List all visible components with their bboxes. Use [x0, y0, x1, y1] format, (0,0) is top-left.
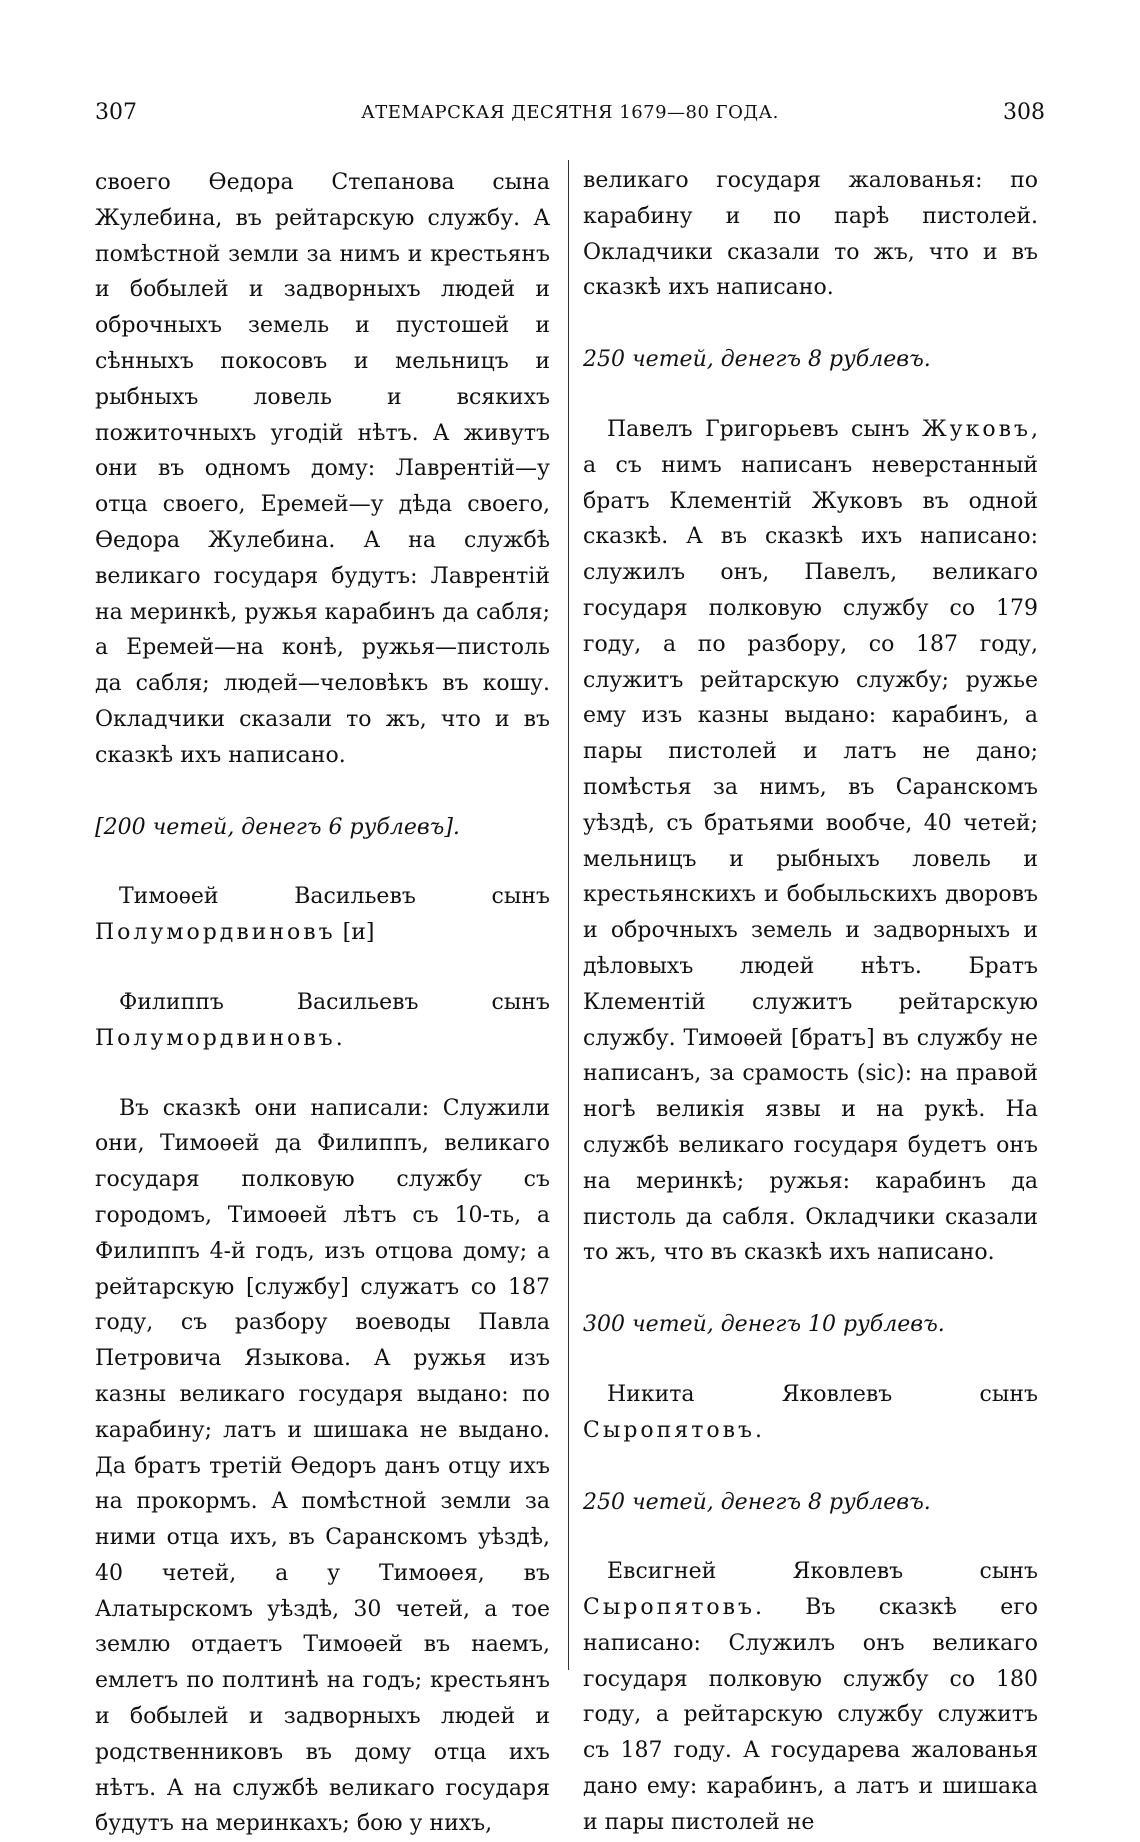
- right-column: [583, 163, 1038, 1841]
- name-text: Филиппъ Васильевъ сынъ: [119, 989, 550, 1015]
- surname: Сыропятовъ: [583, 1417, 756, 1443]
- allotment-heading: [200 четей, денегъ 6 рублевъ].: [95, 814, 460, 840]
- left-column: [95, 165, 550, 1842]
- person-name-entry: [583, 1377, 1038, 1449]
- allotment-heading: 300 четей, денегъ 10 рублевъ.: [583, 1312, 945, 1338]
- person-name-entry: [95, 985, 550, 1057]
- paragraph-text: , а съ нимъ написанъ неверстанный братъ Клементій Жуковъ въ одной сказкѣ. А въ сказкѣ ихъ написано: служилъ онъ, Павелъ, великаго государя полковую службу со 179 году, а по разбору, со 187 году, служитъ рейтарскую службу; ружье ему изъ казны выдано: карабинъ, а пары пистолей и латъ не дано; помѣстья за нимъ, въ Саранскомъ уѣздѣ, съ братьями вообче, 40 четей; мельницъ и рыбныхъ ловель и крестьянскихъ и бобыльскихъ дворовъ и оброчныхъ земель и задворныхъ и дѣловыхъ людей нѣтъ. Братъ Клементій служитъ рейтарскую службу. Тимоѳей [братъ] въ службу не написанъ, за срамость (sic): на правой ногѣ великія язвы и на рукѣ. На службѣ великаго государя будетъ онъ на меринкѣ; ружья: карабинъ да пистоль да сабля. Окладчики сказали то жъ, что въ сказкѣ ихъ написано.: [583, 416, 1038, 1266]
- name-text: Евсигней Яковлевъ сынъ: [607, 1559, 1038, 1585]
- column-divider: [568, 160, 569, 1670]
- paragraph: своего Ѳедора Степанова сына Жулебина, въ рейтарскую службу. А помѣстной земли за нимъ и крестьянъ и бобылей и задворныхъ людей и оброчныхъ земель и пустошей и сѣнныхъ покосовъ и мельницъ и рыбныхъ ловель и всякихъ пожиточныхъ угодій нѣтъ. А живутъ они въ одномъ дому: Лаврентій—у отца своего, Еремей—у дѣда своего, Ѳедора Жулебина. А на службѣ великаго государя будутъ: Лаврентій на меринкѣ, ружья карабинъ да сабля; а Еремей—на конѣ, ружья—пистоль да сабля; людей—человѣкъ въ кошу. Окладчики сказали то жъ, что и въ сказкѣ ихъ написано.: [95, 170, 550, 768]
- paragraph: [583, 1554, 1038, 1840]
- name-suffix: .: [335, 1025, 343, 1051]
- surname: Полумордвиновъ: [95, 1025, 336, 1051]
- name-suffix: [и]: [335, 920, 375, 946]
- person-name-entry: [95, 879, 550, 951]
- paragraph: [583, 412, 1038, 1271]
- name-text: Павелъ Григорьевъ сынъ: [607, 416, 922, 442]
- name-text: Тимоѳей Васильевъ сынъ: [119, 884, 550, 910]
- page-number-right: 308: [1003, 100, 1045, 125]
- surname: Жуковъ: [921, 416, 1031, 442]
- paragraph: великаго государя жалованья: по карабину и по парѣ пистолей. Окладчики сказали то жъ, что и въ сказкѣ ихъ написано.: [583, 168, 1038, 301]
- page-number-left: 307: [95, 100, 137, 125]
- running-header: [95, 100, 1045, 134]
- running-title: АТЕМАРСКАЯ ДЕСЯТНЯ 1679—80 ГОДА.: [361, 102, 779, 123]
- name-suffix: .: [755, 1417, 763, 1443]
- allotment-heading: 250 четей, денегъ 8 рублевъ.: [583, 1489, 931, 1515]
- surname: Полумордвиновъ: [95, 920, 336, 946]
- surname: Сыропятовъ: [583, 1595, 756, 1621]
- allotment-heading: 250 четей, денегъ 8 рублевъ.: [583, 347, 931, 373]
- paragraph: Въ сказкѣ они написали: Служили они, Тимоѳей да Филиппъ, великаго государя полковую службу съ городомъ, Тимоѳей лѣтъ съ 10-ть, а Филиппъ 4-й годъ, изъ отцова дому; а рейтарскую [службу] служатъ со 187 году, съ разбору воеводы Павла Петровича Языкова. А ружья изъ казны великаго государя выдано: по карабину; латъ и шишака не выдано. Да братъ третій Ѳедоръ данъ отцу ихъ на прокормъ. А помѣстной земли за ними отца ихъ, въ Саранскомъ уѣздѣ, 40 четей, а у Тимоѳея, въ Алатырскомъ уѣздѣ, 30 четей, а тое землю отдаетъ Тимоѳей въ наемъ, емлетъ по полтинѣ на годъ; крестьянъ и бобылей и задворныхъ людей и родственниковъ въ дому отца ихъ нѣтъ. А на службѣ великаго государя будутъ на меринкахъ; бою у нихъ,: [95, 1095, 550, 1837]
- name-text: Никита Яковлевъ сынъ: [607, 1381, 1038, 1407]
- paragraph-text: . Въ сказкѣ его написано: Служилъ онъ великаго государя полковую службу со 180 году, а рейтарскую службу служитъ съ 187 году. А государева жалованья дано ему: карабинъ, а латъ и шишака и пары пистолей не: [583, 1595, 1038, 1835]
